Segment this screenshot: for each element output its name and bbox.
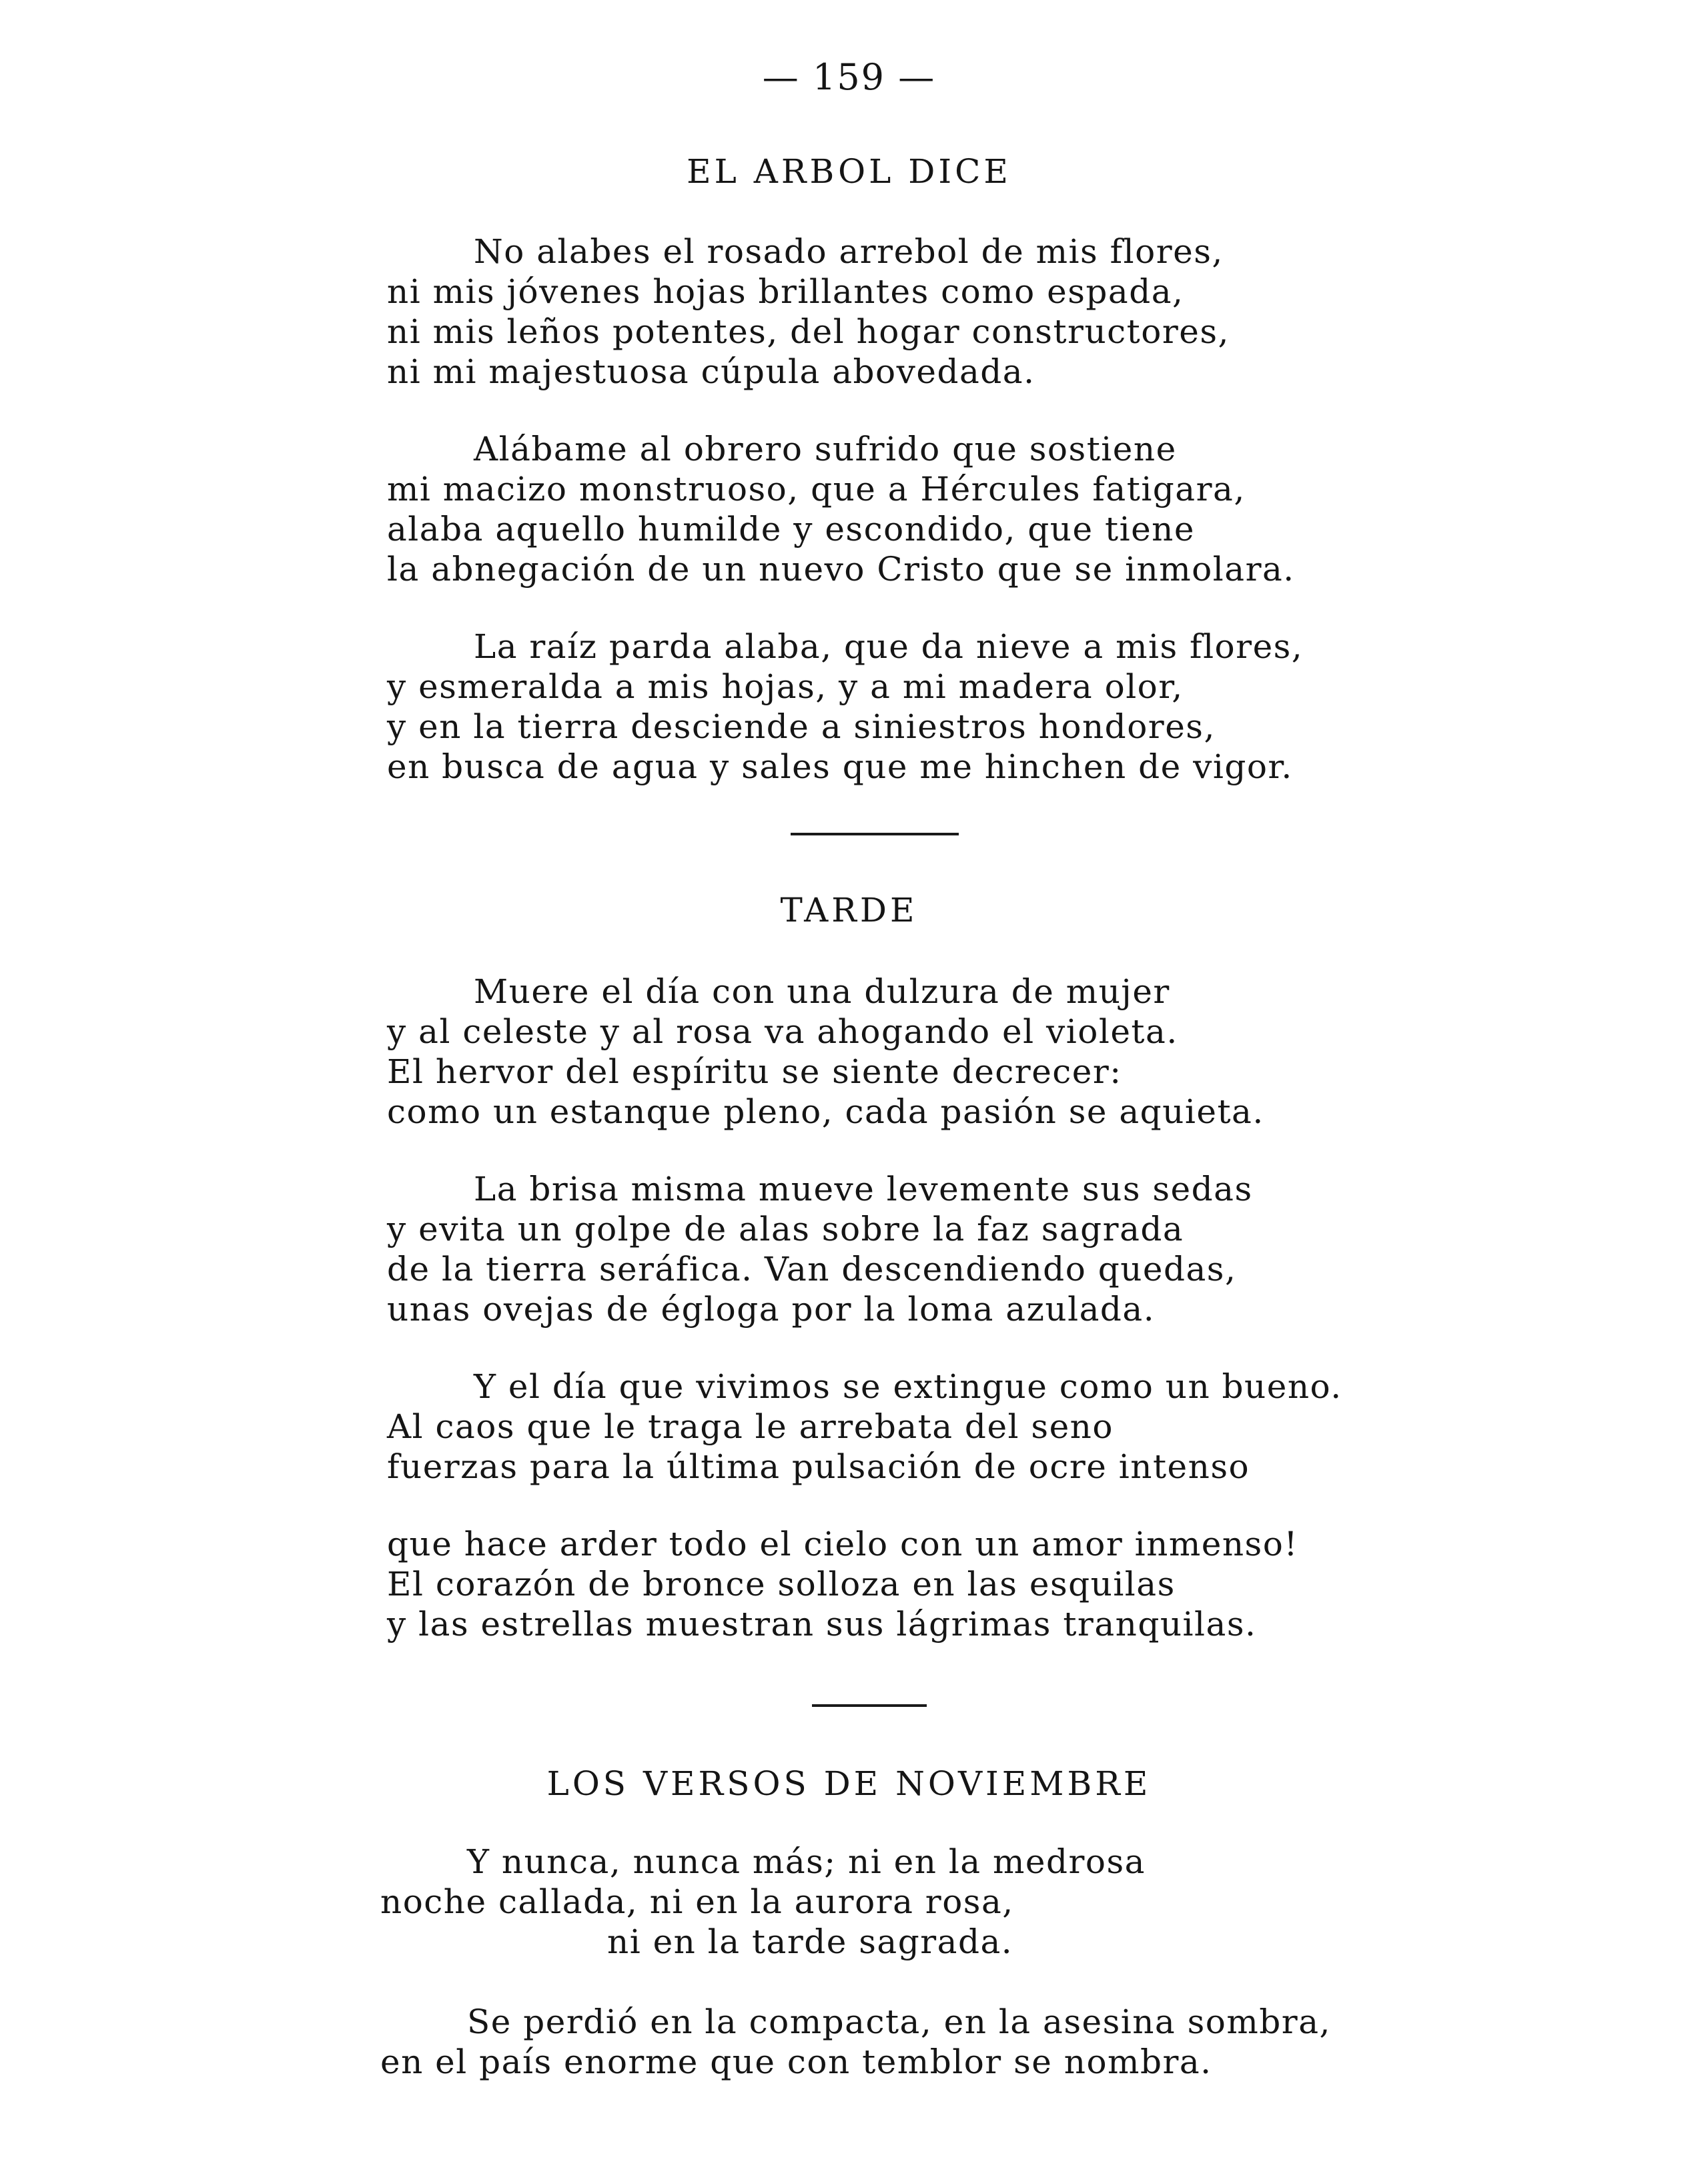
verse-line: noche callada, ni en la aurora rosa,	[380, 1882, 1014, 1921]
stanza	[387, 232, 1303, 392]
verse-line: unas ovejas de égloga por la loma azulada.	[387, 1290, 1156, 1329]
verse-line: La brisa misma mueve levemente sus sedas	[474, 1170, 1253, 1208]
page-number: — 159 —	[762, 56, 936, 98]
poem-el-arbol-dice	[387, 232, 1303, 787]
verse-line: ni mis jóvenes hojas brillantes como espada,	[387, 272, 1184, 311]
verse-line: Se perdió en la compacta, en la asesina sombra,	[467, 2003, 1331, 2041]
section-divider	[812, 1704, 927, 1707]
verse-line: La raíz parda alaba, que da nieve a mis flores,	[474, 627, 1304, 666]
poem-title-los-versos-de-noviembre: LOS VERSOS DE NOVIEMBRE	[546, 1764, 1152, 1803]
verse-line: Alábame al obrero sufrido que sostiene	[474, 430, 1177, 468]
verse-line: Muere el día con una dulzura de mujer	[474, 972, 1170, 1011]
verse-line: la abnegación de un nuevo Cristo que se inmolara.	[387, 550, 1295, 589]
poem-title-tarde: TARDE	[780, 891, 918, 930]
verse-line: No alabes el rosado arrebol de mis flores,	[474, 232, 1224, 271]
section-divider	[791, 833, 959, 835]
verse-line: ni en la tarde sagrada.	[607, 1922, 1013, 1961]
verse-line: y evita un golpe de alas sobre la faz sagrada	[387, 1210, 1184, 1248]
verse-line: que hace arder todo el cielo con un amor inmenso!	[387, 1525, 1298, 1563]
stanza	[387, 972, 1342, 1132]
verse-line: y al celeste y al rosa va ahogando el violeta.	[387, 1012, 1178, 1051]
verse-line: y las estrellas muestran sus lágrimas tranquilas.	[387, 1605, 1257, 1644]
verse-line: El hervor del espíritu se siente decrecer:	[387, 1052, 1122, 1091]
poem-title-el-arbol-dice: EL ARBOL DICE	[687, 152, 1011, 191]
verse-line: ni mi majestuosa cúpula abovedada.	[387, 352, 1035, 391]
stanza	[387, 1367, 1342, 1487]
verse-line: El corazón de bronce solloza en las esquilas	[387, 1565, 1176, 1603]
verse-line: de la tierra seráfica. Van descendiendo quedas,	[387, 1250, 1237, 1289]
verse-line: y en la tierra desciende a siniestros hondores,	[387, 707, 1216, 746]
verse-line: en el país enorme que con temblor se nombra.	[380, 2043, 1212, 2081]
verse-line: y esmeralda a mis hojas, y a mi madera olor,	[387, 667, 1184, 706]
verse-line: alaba aquello humilde y escondido, que tiene	[387, 510, 1195, 549]
verse-line: Y nunca, nunca más; ni en la medrosa	[467, 1842, 1146, 1881]
verse-line: mi macizo monstruoso, que a Hércules fatigara,	[387, 470, 1246, 508]
stanza	[380, 1842, 1331, 1962]
verse-line: Y el día que vivimos se extingue como un bueno.	[474, 1367, 1342, 1406]
poem-los-versos-de-noviembre	[380, 1842, 1331, 2082]
stanza	[387, 429, 1303, 589]
verse-line: ni mis leños potentes, del hogar constructores,	[387, 312, 1230, 351]
verse-line: Al caos que le traga le arrebata del seno	[387, 1407, 1114, 1446]
poem-tarde	[387, 972, 1342, 1644]
stanza	[387, 1524, 1342, 1644]
verse-line: como un estanque pleno, cada pasión se aquieta.	[387, 1092, 1264, 1131]
stanza	[387, 627, 1303, 787]
verse-line: en busca de agua y sales que me hinchen de vigor.	[387, 747, 1293, 786]
stanza	[387, 1169, 1342, 1329]
verse-line: fuerzas para la última pulsación de ocre intenso	[387, 1447, 1250, 1486]
stanza	[380, 2002, 1331, 2082]
